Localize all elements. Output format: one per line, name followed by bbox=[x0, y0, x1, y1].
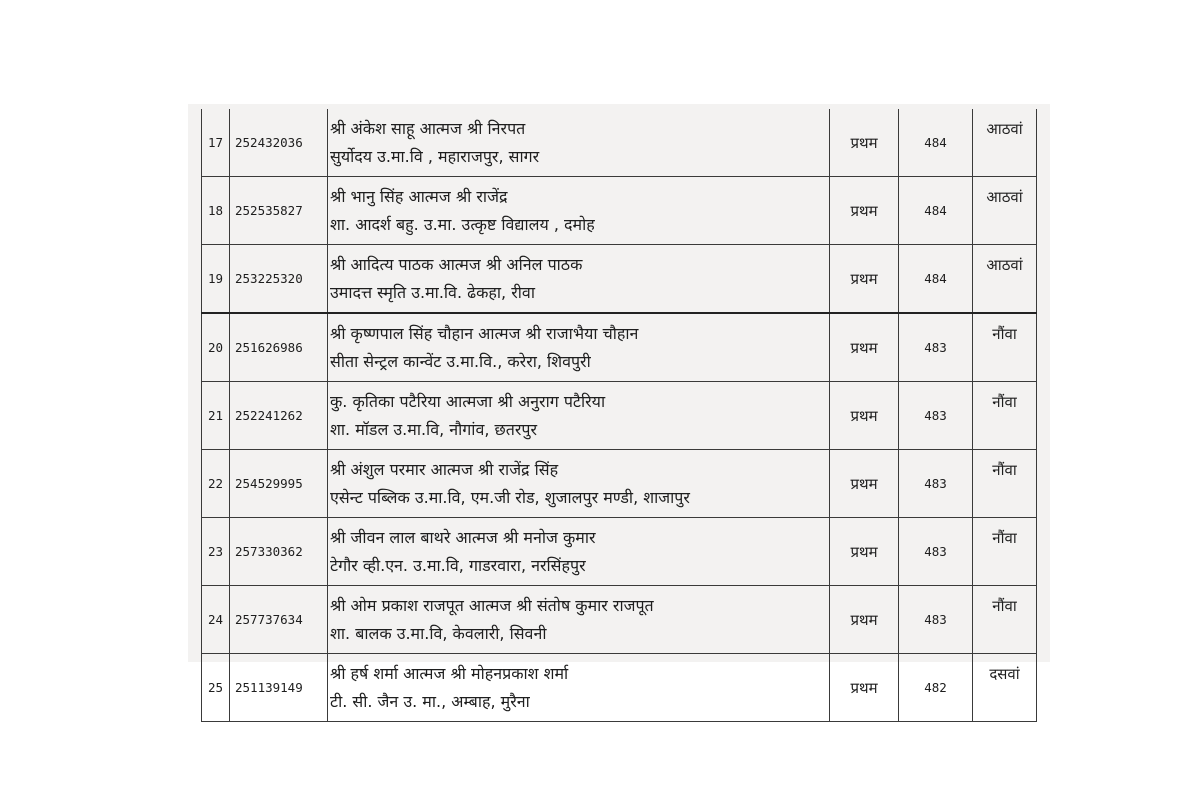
rank: आठवां bbox=[973, 109, 1037, 177]
student-name: श्री आदित्य पाठक आत्मज श्री अनिल पाठक bbox=[330, 254, 583, 274]
serial-number: 22 bbox=[202, 450, 230, 518]
rank: नौंवा bbox=[973, 313, 1037, 382]
student-and-school bbox=[328, 450, 830, 518]
school-name: उमादत्त स्मृति उ.मा.वि. ढेकहा, रीवा bbox=[330, 282, 535, 302]
rank: नौंवा bbox=[973, 450, 1037, 518]
table-row bbox=[202, 518, 1037, 586]
serial-number: 21 bbox=[202, 382, 230, 450]
merit-list-table bbox=[201, 109, 1037, 722]
serial-number: 24 bbox=[202, 586, 230, 654]
marks: 484 bbox=[899, 109, 973, 177]
serial-number: 17 bbox=[202, 109, 230, 177]
rank: आठवां bbox=[973, 177, 1037, 245]
division: प्रथम bbox=[830, 313, 899, 382]
student-name: श्री भानु सिंह आत्मज श्री राजेंद्र bbox=[330, 186, 508, 206]
student-and-school bbox=[328, 109, 830, 177]
student-name: कु. कृतिका पटैरिया आत्मजा श्री अनुराग पटैरिया bbox=[330, 391, 606, 411]
rank: नौंवा bbox=[973, 518, 1037, 586]
serial-number: 23 bbox=[202, 518, 230, 586]
division: प्रथम bbox=[830, 382, 899, 450]
student-and-school bbox=[328, 518, 830, 586]
marks: 482 bbox=[899, 654, 973, 722]
roll-number: 251626986 bbox=[230, 313, 328, 382]
table-row bbox=[202, 382, 1037, 450]
division: प्रथम bbox=[830, 109, 899, 177]
table-row bbox=[202, 177, 1037, 245]
rank: नौंवा bbox=[973, 586, 1037, 654]
school-name: सुर्योदय उ.मा.वि , महाराजपुर, सागर bbox=[330, 146, 540, 166]
student-name: श्री अंकेश साहू आत्मज श्री निरपत bbox=[330, 118, 526, 138]
division: प्रथम bbox=[830, 450, 899, 518]
marks: 483 bbox=[899, 518, 973, 586]
school-name: शा. बालक उ.मा.वि, केवलारी, सिवनी bbox=[330, 623, 547, 643]
school-name: टी. सी. जैन उ. मा., अम्बाह, मुरैना bbox=[330, 691, 530, 711]
rank: आठवां bbox=[973, 245, 1037, 314]
marks: 484 bbox=[899, 177, 973, 245]
student-name: श्री कृष्णपाल सिंह चौहान आत्मज श्री राजाभैया चौहान bbox=[330, 323, 639, 343]
school-name: शा. आदर्श बहु. उ.मा. उत्कृष्ट विद्यालय , दमोह bbox=[330, 214, 595, 234]
table-row bbox=[202, 450, 1037, 518]
roll-number: 257737634 bbox=[230, 586, 328, 654]
student-and-school bbox=[328, 586, 830, 654]
serial-number: 25 bbox=[202, 654, 230, 722]
serial-number: 18 bbox=[202, 177, 230, 245]
marks: 483 bbox=[899, 586, 973, 654]
roll-number: 251139149 bbox=[230, 654, 328, 722]
roll-number: 257330362 bbox=[230, 518, 328, 586]
marks: 483 bbox=[899, 450, 973, 518]
table-row bbox=[202, 313, 1037, 382]
table-row bbox=[202, 245, 1037, 314]
student-and-school bbox=[328, 177, 830, 245]
division: प्रथम bbox=[830, 177, 899, 245]
rank: दसवां bbox=[973, 654, 1037, 722]
student-and-school bbox=[328, 313, 830, 382]
division: प्रथम bbox=[830, 245, 899, 314]
student-name: श्री हर्ष शर्मा आत्मज श्री मोहनप्रकाश शर्मा bbox=[330, 663, 569, 683]
school-name: एसेन्ट पब्लिक उ.मा.वि, एम.जी रोड, शुजालपुर मण्डी, शाजापुर bbox=[330, 487, 690, 507]
division: प्रथम bbox=[830, 654, 899, 722]
roll-number: 252241262 bbox=[230, 382, 328, 450]
student-and-school bbox=[328, 654, 830, 722]
student-and-school bbox=[328, 245, 830, 314]
school-name: सीता सेन्ट्रल कान्वेंट उ.मा.वि., करेरा, शिवपुरी bbox=[330, 351, 591, 371]
marks: 484 bbox=[899, 245, 973, 314]
student-name: श्री जीवन लाल बाथरे आत्मज श्री मनोज कुमार bbox=[330, 527, 596, 547]
table-row bbox=[202, 586, 1037, 654]
roll-number: 252535827 bbox=[230, 177, 328, 245]
marks: 483 bbox=[899, 382, 973, 450]
division: प्रथम bbox=[830, 586, 899, 654]
student-name: श्री अंशुल परमार आत्मज श्री राजेंद्र सिंह bbox=[330, 459, 559, 479]
roll-number: 253225320 bbox=[230, 245, 328, 314]
marks: 483 bbox=[899, 313, 973, 382]
serial-number: 19 bbox=[202, 245, 230, 314]
table-row bbox=[202, 109, 1037, 177]
serial-number: 20 bbox=[202, 313, 230, 382]
table-row bbox=[202, 654, 1037, 722]
roll-number: 252432036 bbox=[230, 109, 328, 177]
school-name: शा. मॉडल उ.मा.वि, नौगांव, छतरपुर bbox=[330, 419, 538, 439]
roll-number: 254529995 bbox=[230, 450, 328, 518]
student-and-school bbox=[328, 382, 830, 450]
rank: नौंवा bbox=[973, 382, 1037, 450]
school-name: टेगौर व्ही.एन. उ.मा.वि, गाडरवारा, नरसिंहपुर bbox=[330, 555, 586, 575]
student-name: श्री ओम प्रकाश राजपूत आत्मज श्री संतोष कुमार राजपूत bbox=[330, 595, 654, 615]
division: प्रथम bbox=[830, 518, 899, 586]
